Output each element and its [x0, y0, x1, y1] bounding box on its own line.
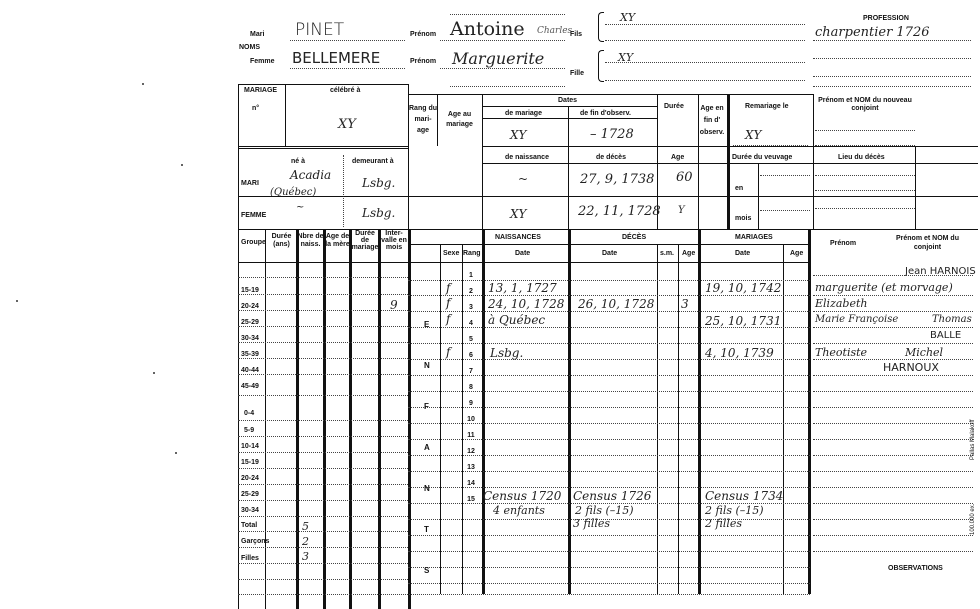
child-7-conjoint: HARNOUX: [883, 361, 939, 374]
rank-number: 15: [467, 496, 475, 503]
filles-value: 3: [302, 550, 309, 563]
census-1720-b: 4 enfants: [493, 504, 545, 517]
deces-header: DÉCÈS: [622, 234, 647, 241]
age-au-mariage-label: Age au mariage: [446, 111, 473, 128]
femme-prenom: Marguerite: [452, 49, 545, 68]
group-label: 25-29: [241, 319, 259, 326]
child-3-prenom: Elizabeth: [815, 297, 868, 310]
child-3-intervalle: 9: [390, 298, 398, 312]
sm-header: s.m.: [660, 250, 675, 257]
rank-number: 8: [469, 384, 473, 391]
group-label: 25-29: [241, 491, 259, 498]
rank-number: 9: [469, 400, 473, 407]
child-2-prenom: marguerite (et morvage): [815, 281, 953, 294]
de-mariage-label: de mariage: [505, 110, 542, 117]
group-label: 15-19: [241, 287, 259, 294]
femme-deces: 22, 11, 1728: [578, 204, 661, 219]
child-4-naissance: à Québec: [488, 313, 546, 327]
mari-deces: 27, 9, 1738: [580, 172, 655, 187]
nbre-naiss-header: Nbre de naiss.: [297, 233, 324, 248]
femme-row-label: FEMME: [241, 212, 267, 219]
total-value: 5: [302, 520, 309, 533]
child-3-sm: 3: [681, 297, 689, 311]
mariages-header: MARIAGES: [735, 234, 773, 241]
census-1734-b: 2 fils (–15): [705, 504, 764, 517]
rank-number: 12: [467, 448, 475, 455]
femme-naissance: XY: [510, 207, 527, 221]
mari-ne-a-2: (Québec): [270, 187, 317, 198]
duree-label: Durée: [664, 103, 684, 110]
deces-date-header: Date: [602, 250, 618, 257]
child-6-naissance: Lsbg.: [490, 346, 524, 360]
child-3-sexe: f: [446, 296, 451, 310]
group-label: 35-39: [241, 351, 259, 358]
child-4-mariage: 25, 10, 1731: [705, 314, 782, 328]
group-label: 0-4: [244, 410, 255, 417]
groupe-header: Groupe: [241, 239, 266, 246]
sexe-header: Sexe: [443, 250, 460, 257]
profession: charpentier 1726: [815, 25, 930, 40]
age-fin-observ-label: Age en fin d' observ.: [699, 105, 725, 136]
de-fin-observ-label: de fin d'observ.: [580, 110, 631, 117]
enfants-label: E N F A N T S: [424, 320, 430, 575]
rank-number: 10: [467, 416, 475, 423]
scan-speck: [181, 164, 183, 166]
fille-label: Fille: [570, 70, 585, 77]
group-label: 20-24: [241, 303, 259, 310]
demeurant-label: demeurant à: [352, 158, 394, 165]
mar-date-header: Date: [735, 250, 751, 257]
census-1726-c: 3 filles: [573, 517, 611, 530]
child-2-naissance: 13, 1, 1727: [488, 281, 557, 295]
rank-number: 1: [469, 272, 473, 279]
nouveau-conjoint-label: Prénom et NOM du nouveau conjoint: [818, 97, 912, 112]
group-label: 30-34: [241, 507, 259, 514]
fils-label: Fils: [570, 31, 583, 38]
child-4-conjoint: Thomas: [932, 314, 972, 325]
child-6-conjoint: Michel: [905, 346, 944, 359]
mari-prenom-label: Prénom: [410, 31, 437, 38]
mari-fils: XY: [620, 11, 636, 24]
census-1734-c: 2 filles: [705, 517, 743, 530]
prenom-header: Prénom: [830, 240, 857, 247]
scan-speck: [175, 452, 177, 454]
census-1726: Census 1726: [573, 489, 652, 503]
mari-nom: PINET: [295, 20, 345, 40]
mari-naissance: ~: [518, 172, 529, 186]
femme-fille: XY: [618, 51, 634, 64]
side-print: Pallas Malakoff: [970, 419, 976, 460]
mari-age: 60: [676, 170, 693, 185]
profession-label: PROFESSION: [863, 15, 909, 22]
de-naissance-label: de naissance: [505, 154, 549, 161]
duree-veuvage-label: Durée du veuvage: [732, 154, 793, 161]
mari-ne-a: Acadia: [290, 168, 332, 182]
census-1720: Census 1720: [483, 489, 562, 503]
rank-number: 7: [469, 368, 473, 375]
garcons-label: Garçons: [241, 538, 270, 545]
child-6-prenom: Theotiste: [815, 346, 868, 359]
child-4-prenom: Marie Françoise: [815, 314, 899, 325]
age-col-header: Age: [682, 250, 696, 257]
group-label: 10-14: [241, 443, 259, 450]
conjoint-header: Prénom et NOM du conjoint: [895, 235, 959, 251]
date-mariage: XY: [510, 128, 527, 142]
duree-ans-header: Durée (ans): [271, 233, 292, 248]
remariage-label: Remariage le: [745, 103, 789, 110]
census-1734: Census 1734: [705, 489, 784, 503]
child-5-conjoint: BALLE: [930, 330, 962, 341]
rank-number: 6: [469, 352, 473, 359]
side-count: 100.000 ex.: [970, 503, 976, 535]
rank-number: 11: [467, 432, 475, 439]
group-label: 30-34: [241, 335, 259, 342]
scan-speck: [142, 83, 144, 85]
duree-mariage-header: Durée de mariage: [351, 230, 379, 251]
child-4-sexe: f: [446, 312, 451, 326]
age-mere-header: Age de la mère: [325, 233, 350, 248]
child-2-mariage: 19, 10, 1742: [705, 281, 782, 295]
rank-number: 3: [469, 304, 473, 311]
mariage-label: MARIAGE: [244, 87, 278, 94]
naiss-date-header: Date: [515, 250, 531, 257]
naissances-header: NAISSANCES: [495, 234, 541, 241]
ne-a-label: né à: [291, 158, 306, 165]
no-label: n°: [252, 105, 260, 112]
lieu-deces-label: Lieu du décès: [838, 154, 885, 161]
mois-label: mois: [735, 215, 752, 222]
mariage-celebre: XY: [338, 117, 356, 132]
conjoint-1: Jean HARNOIS: [905, 266, 976, 277]
mari-prenom-extra: Charles: [537, 26, 573, 36]
de-deces-label: de décès: [596, 154, 626, 161]
mari-row-label: MARI: [241, 180, 259, 187]
en-label: en: [735, 185, 744, 192]
rang-header: Rang: [463, 250, 481, 257]
femme-demeurant: Lsbg.: [362, 206, 396, 220]
child-6-mariage: 4, 10, 1739: [705, 346, 774, 360]
group-label: 20-24: [241, 475, 259, 482]
femme-prenom-label: Prénom: [410, 58, 437, 65]
observations-label: OBSERVATIONS: [888, 565, 943, 572]
group-label: 5-9: [244, 427, 255, 434]
census-1726-b: 2 fils (–15): [575, 504, 634, 517]
group-label: 45-49: [241, 383, 259, 390]
noms-label: NOMS: [239, 44, 260, 51]
femme-ne-a: ~: [296, 202, 305, 213]
mari-label: Mari: [250, 31, 265, 38]
garcons-value: 2: [302, 535, 309, 548]
mar-age-header: Age: [790, 250, 804, 257]
femme-age: Y: [678, 205, 685, 216]
date-fin-observ: – 1728: [590, 127, 634, 142]
total-label: Total: [241, 522, 258, 529]
rank-number: 5: [469, 336, 473, 343]
rank-number: 13: [467, 464, 475, 471]
scan-speck: [16, 300, 18, 302]
rang-label: Rang du mari-age: [409, 105, 437, 134]
remariage-date: XY: [745, 128, 762, 142]
child-2-sexe: f: [446, 281, 451, 295]
mari-demeurant: Lsbg.: [362, 176, 396, 190]
child-3-deces: 26, 10, 1728: [578, 297, 655, 311]
scan-speck: [153, 372, 155, 374]
rank-number: 4: [469, 320, 473, 327]
dates-label: Dates: [558, 97, 578, 104]
rank-number: 14: [467, 480, 475, 487]
celebre-label: célébré à: [330, 87, 361, 94]
filles-label: Filles: [241, 555, 259, 562]
rank-number: 2: [469, 288, 473, 295]
group-label: 15-19: [241, 459, 259, 466]
age-label: Age: [671, 154, 685, 161]
femme-label: Femme: [250, 58, 275, 65]
child-3-naissance: 24, 10, 1728: [488, 297, 565, 311]
group-label: 40-44: [241, 367, 259, 374]
intervalle-header: Inter-valle en mois: [381, 230, 407, 251]
mari-prenom: Antoine: [450, 18, 525, 40]
femme-nom: BELLEMERE: [292, 49, 381, 67]
child-6-sexe: f: [446, 345, 451, 359]
